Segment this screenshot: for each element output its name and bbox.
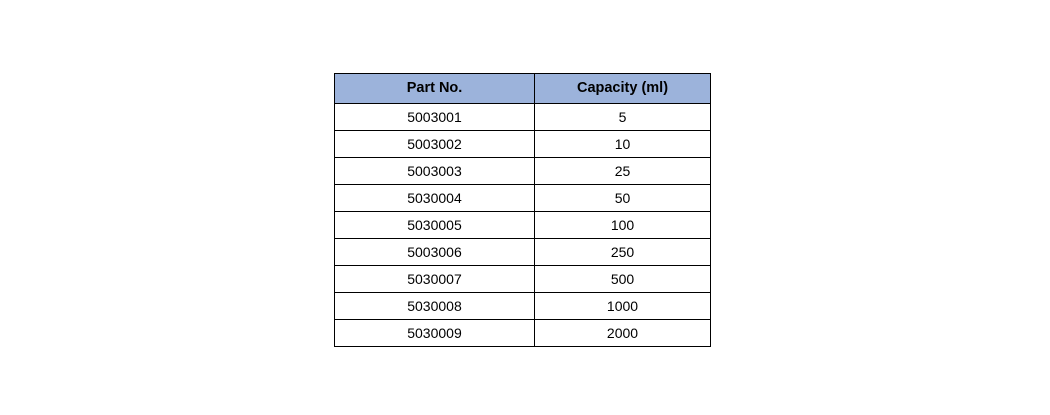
- table-row: [335, 320, 711, 347]
- table-row: [335, 266, 711, 293]
- cell-part-no: 5030007: [335, 266, 535, 293]
- cell-capacity: 250: [535, 239, 711, 266]
- table-row: [335, 212, 711, 239]
- parts-table-container: [334, 73, 710, 347]
- cell-capacity: 50: [535, 185, 711, 212]
- cell-part-no: 5030008: [335, 293, 535, 320]
- table-row: [335, 185, 711, 212]
- table-row: [335, 104, 711, 131]
- column-header-part-no: Part No.: [335, 74, 535, 104]
- table-header: [335, 74, 711, 104]
- table-row: [335, 158, 711, 185]
- cell-capacity: 5: [535, 104, 711, 131]
- column-header-capacity: Capacity (ml): [535, 74, 711, 104]
- cell-part-no: 5003002: [335, 131, 535, 158]
- cell-capacity: 10: [535, 131, 711, 158]
- cell-capacity: 2000: [535, 320, 711, 347]
- cell-part-no: 5003001: [335, 104, 535, 131]
- table-header-row: [335, 74, 711, 104]
- parts-table: [334, 73, 711, 347]
- cell-part-no: 5030004: [335, 185, 535, 212]
- cell-part-no: 5030009: [335, 320, 535, 347]
- cell-capacity: 500: [535, 266, 711, 293]
- cell-capacity: 1000: [535, 293, 711, 320]
- cell-part-no: 5003006: [335, 239, 535, 266]
- cell-part-no: 5003003: [335, 158, 535, 185]
- table-row: [335, 239, 711, 266]
- table-body: [335, 104, 711, 347]
- cell-capacity: 25: [535, 158, 711, 185]
- cell-capacity: 100: [535, 212, 711, 239]
- table-row: [335, 131, 711, 158]
- cell-part-no: 5030005: [335, 212, 535, 239]
- table-row: [335, 293, 711, 320]
